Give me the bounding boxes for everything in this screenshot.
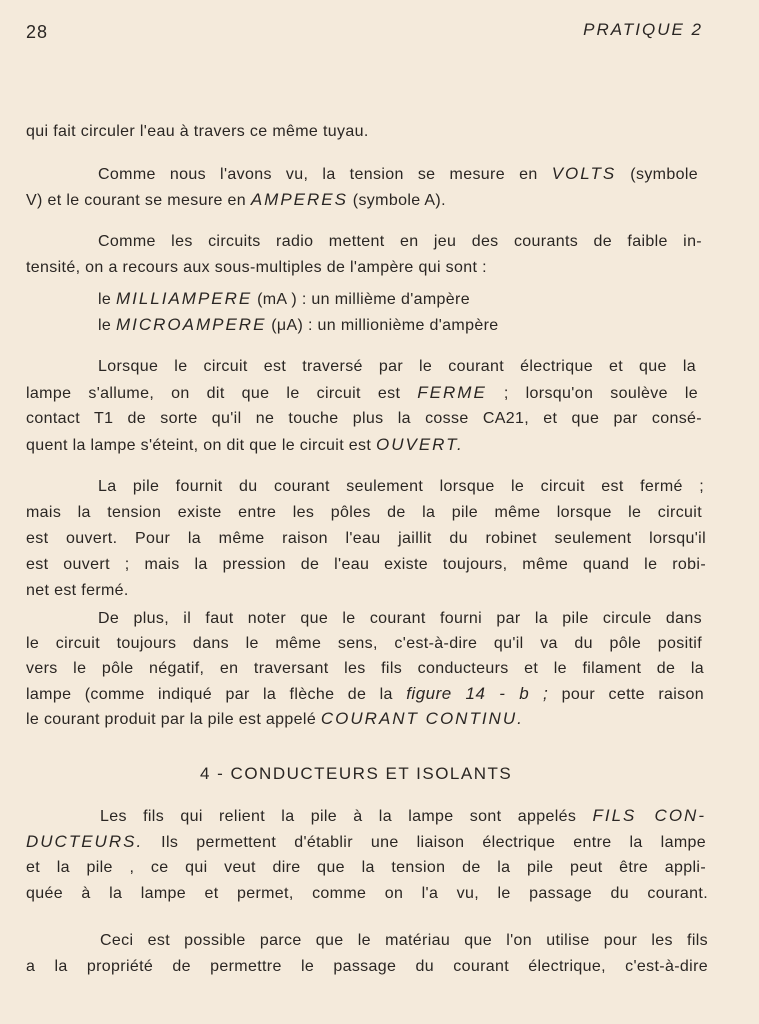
text-line: Lorsque le circuit est traversé par le courant électrique et que la — [98, 358, 696, 375]
emphasis: VOLTS — [551, 164, 617, 183]
emphasis: AMPERES — [250, 190, 348, 209]
text-line: tensité, on a recours aux sous-multiples de l'ampère qui sont : — [26, 259, 487, 276]
emphasis: MILLIAMPERE — [115, 289, 253, 308]
emphasis: FILS CON- — [592, 806, 706, 825]
emphasis: MICROAMPERE — [115, 315, 267, 334]
emphasis: FERME — [417, 383, 487, 402]
text-line: lampe s'allume, on dit que le circuit est FERME ; lorsqu'on soulève le — [26, 383, 699, 402]
emphasis: COURANT CONTINU. — [320, 709, 524, 728]
text-line: quent la lampe s'éteint, on dit que le circuit est OUVERT. — [26, 435, 464, 454]
text-line: contact T1 de sorte qu'il ne touche plus la cosse CA21, et que par consé- — [26, 410, 702, 427]
emphasis: DUCTEURS. — [26, 832, 144, 851]
text-line: qui fait circuler l'eau à travers ce même tuyau. — [26, 123, 369, 140]
figure-reference: figure 14 - b ; — [406, 684, 549, 703]
text-line: mais la tension existe entre les pôles de la pile même lorsque le circuit — [26, 504, 702, 521]
text-line: net est fermé. — [26, 582, 129, 599]
emphasis: OUVERT. — [375, 435, 464, 454]
text-line: Comme nous l'avons vu, la tension se mesure en VOLTS (symbole — [98, 164, 699, 183]
text-line: Comme les circuits radio mettent en jeu des courants de faible in- — [98, 233, 702, 250]
running-head: PRATIQUE 2 — [583, 20, 703, 39]
text-line: Ceci est possible parce que le matériau que l'on utilise pour les fils — [100, 932, 708, 949]
page-number: 28 — [26, 22, 49, 42]
text-line: est ouvert ; mais la pression de l'eau existe toujours, même quand le robi- — [26, 556, 706, 573]
text-line: le circuit toujours dans le même sens, c'est-à-dire qu'il va du pôle positif — [26, 635, 702, 652]
text-line: DUCTEURS. Ils permettent d'établir une liaison électrique entre la lampe — [26, 832, 706, 851]
text-line: quée à la lampe et permet, comme on l'a vu, le passage du courant. — [26, 885, 708, 902]
list-item: le MICROAMPERE (μA) : un millionième d'ampère — [98, 315, 499, 334]
text-line: La pile fournit du courant seulement lorsque le circuit est fermé ; — [98, 478, 704, 495]
section-heading: 4 - CONDUCTEURS ET ISOLANTS — [200, 764, 513, 783]
text-line: le courant produit par la pile est appelé COURANT CONTINU. — [26, 709, 524, 728]
text-line: De plus, il faut noter que le courant fourni par la pile circule dans — [98, 610, 702, 627]
text-line: lampe (comme indiqué par la flèche de la figure 14 - b ; pour cette raison — [26, 684, 704, 703]
text-line: et la pile , ce qui veut dire que la tension de la pile peut être appli- — [26, 859, 706, 876]
list-item: le MILLIAMPERE (mA ) : un millième d'ampère — [98, 289, 470, 308]
text-line: a la propriété de permettre le passage du courant électrique, c'est-à-dire — [26, 958, 708, 975]
text-line: Les fils qui relient la pile à la lampe sont appelés FILS CON- — [100, 806, 706, 825]
text-line: V) et le courant se mesure en AMPERES (symbole A). — [26, 190, 446, 209]
text-line: vers le pôle négatif, en traversant les fils conducteurs et le filament de la — [26, 660, 704, 677]
text-line: est ouvert. Pour la même raison l'eau jaillit du robinet seulement lorsqu'il — [26, 530, 706, 547]
